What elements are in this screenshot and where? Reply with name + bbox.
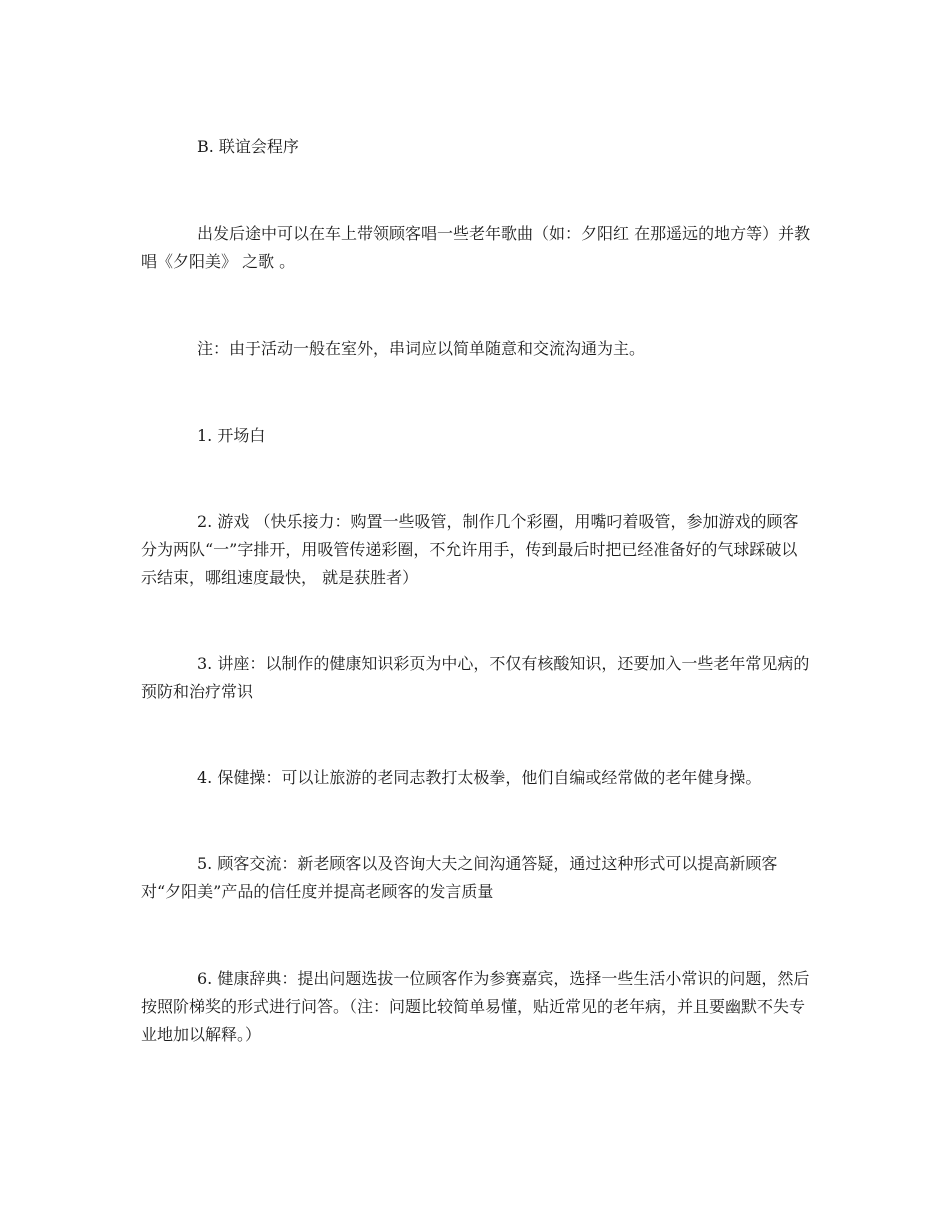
list-item-lecture: 3. 讲座：以制作的健康知识彩页为中心，不仅有核酸知识，还要加入一些老年常见病的预防和治疗常识 <box>141 654 810 701</box>
paragraph-note: 注：由于活动一般在室外，串词应以简单随意和交流沟通为主。 <box>197 339 646 358</box>
list-item-health-quiz: 6. 健康辞典：提出问题选拔一位顾客作为参赛嘉宾，选择一些生活小常识的问题，然后按照阶梯奖的形式进行问答。（注：问题比较简单易懂，贴近常见的老年病，并且要幽默不失专业地加以解释。） <box>141 969 810 1044</box>
list-item-game: 2. 游戏 （快乐接力：购置一些吸管，制作几个彩圈，用嘴叼着吸管，参加游戏的顾客分为两队“一”字排开，用吸管传递彩圈，不允许用手，传到最后时把已经准备好的气球踩破以示结束，哪组速度最快， 就是获胜者） <box>141 512 799 587</box>
paragraph-songs: 出发后途中可以在车上带领顾客唱一些老年歌曲（如：夕阳红 在那遥远的地方等）并教唱《夕阳美》 之歌 。 <box>141 224 811 271</box>
list-item-opening: 1. 开场白 <box>197 426 266 445</box>
section-heading-program: B. 联谊会程序 <box>197 137 299 156</box>
list-item-exercise: 4. 保健操：可以让旅游的老同志教打太极拳，他们自编或经常做的老年健身操。 <box>197 768 762 787</box>
list-item-customer-exchange: 5. 顾客交流：新老顾客以及咨询大夫之间沟通答疑，通过这种形式可以提高新顾客对“夕阳美”产品的信任度并提高老顾客的发言质量 <box>141 854 778 901</box>
